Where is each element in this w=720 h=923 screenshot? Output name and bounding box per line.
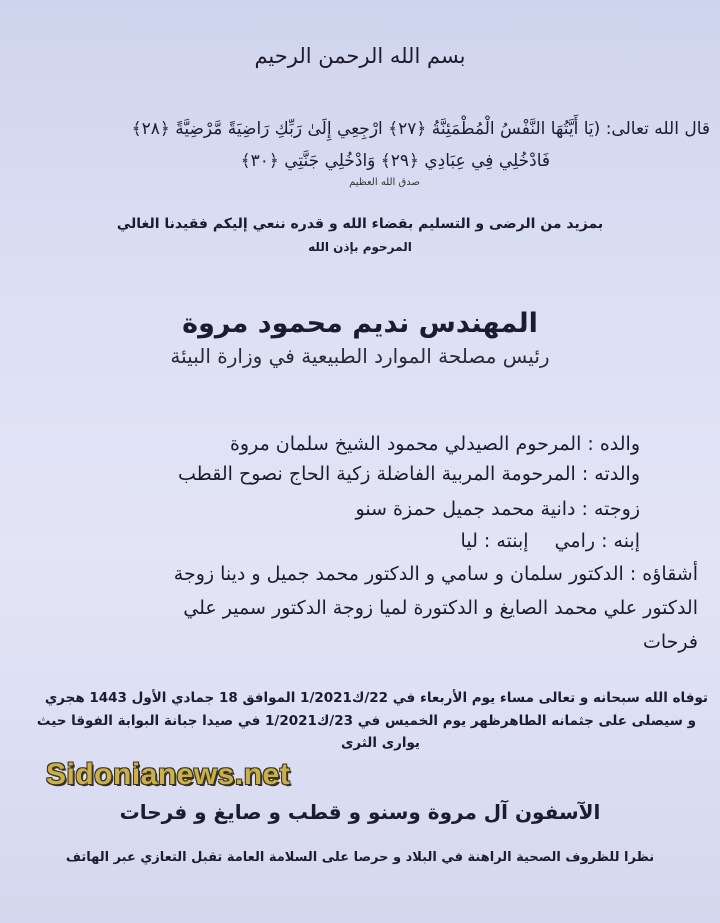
family-siblings-line-2: الدكتور علي محمد الصايغ و الدكتورة لميا زوجة الدكتور سمير علي [183, 597, 698, 619]
condolence-note: نظرا للظروف الصحية الراهنة في البلاد و حرصا على السلامة العامة تقبل التعازي عبر الهاتف [65, 850, 655, 865]
family-son: إبنه : رامي [554, 530, 640, 552]
intro-line-2: المرحوم بإذن الله [308, 240, 412, 254]
family-siblings-line-3: فرحات [643, 631, 698, 653]
watermark-logo: Sidonianews.net [46, 758, 291, 791]
sadaq-allah: صدق الله العظيم [349, 177, 420, 188]
family-children [20, 530, 640, 552]
basmala: بسم الله الرحمن الرحيم [254, 44, 466, 68]
family-mother: والدته : المرحومة المربية الفاضلة زكية الحاج نصوح القطب [178, 463, 640, 485]
deceased-name: المهندس نديم محمود مروة [182, 308, 538, 339]
deceased-position: رئيس مصلحة الموارد الطبيعية في وزارة البيئة [170, 344, 550, 368]
quran-verse-line-1: قال الله تعالى: (يَا أَيَّتُهَا النَّفْسُ الْمُطْمَئِنَّةُ ﴿٢٧﴾ ارْجِعِي إِلَىٰ رَبِّكِ رَاضِيَةً مَّرْضِيَّةً ﴿٢٨﴾ [131, 119, 710, 139]
intro-line-1: بمزيد من الرضى و التسليم بقضاء الله و قدره ننعي إليكم فقيدنا الغالي [116, 216, 604, 232]
family-father: والده : المرحوم الصيدلي محمود الشيخ سلمان مروة [229, 433, 640, 455]
family-wife: زوجته : دانية محمد جميل حمزة سنو [355, 498, 640, 520]
quran-verse-line-2: فَادْخُلِي فِي عِبَادِي ﴿٢٩﴾ وَادْخُلِي جَنَّتِي ﴿٣٠﴾ [240, 151, 550, 171]
family-daughter: إبنته : ليا [460, 530, 529, 552]
mourners: الآسفون آل مروة وسنو و قطب و صايغ و فرحات [119, 800, 601, 824]
family-siblings-line-1: أشقاؤه : الدكتور سلمان و سامي و الدكتور محمد جميل و دينا زوجة [173, 563, 698, 585]
death-info-line-1: توفاه الله سبحانه و تعالى مساء يوم الأربعاء في 22/ك1/2021 الموافق 18 جمادي الأول 1443 هجري [44, 690, 708, 706]
death-info-line-2: و سيصلى على جثمانه الطاهرظهر يوم الخميس في 23/ك1/2021 في صيدا جبانة البوابة الفوقا حيث [36, 713, 696, 729]
death-info-line-3: يوارى الثرى [341, 735, 420, 751]
